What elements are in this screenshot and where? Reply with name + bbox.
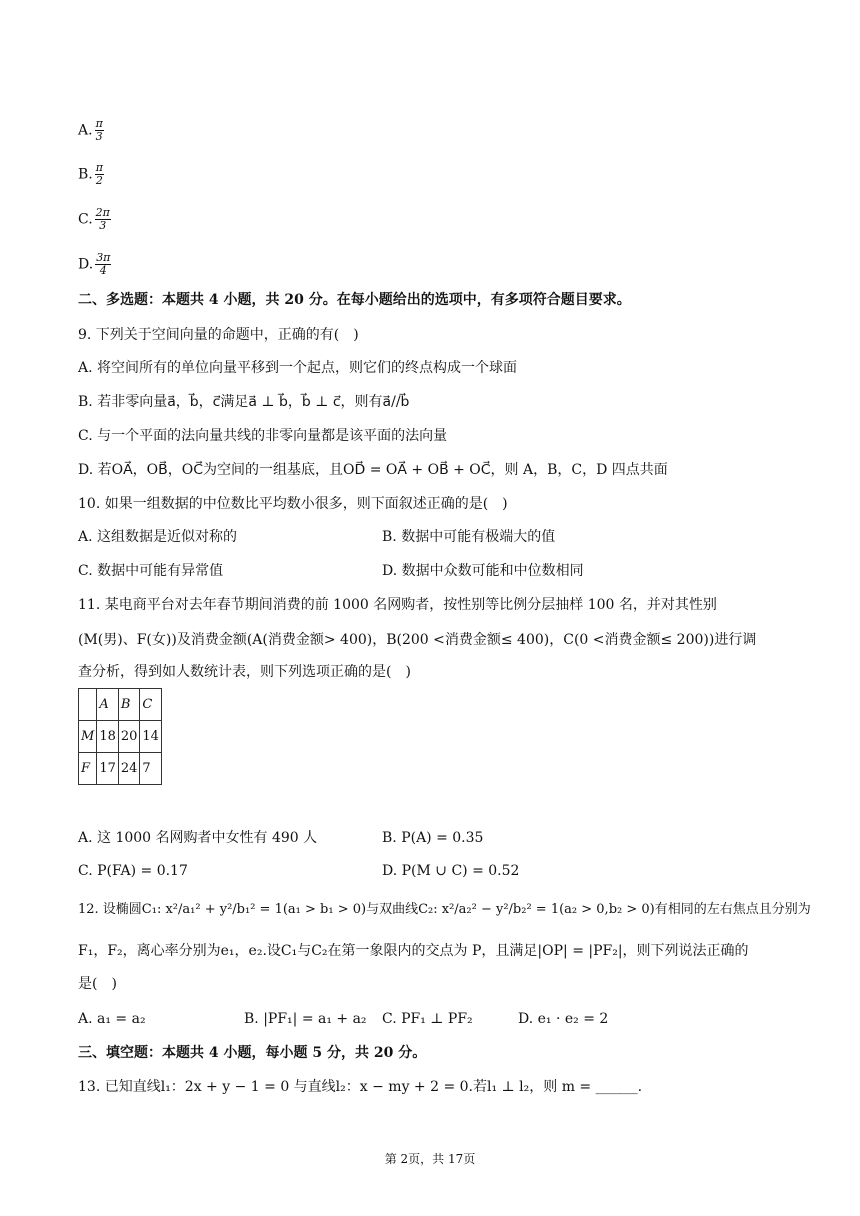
table-row — [79, 753, 162, 785]
q13-stem: 13. 已知直线l₁：2x + y − 1 = 0 与直线l₂：x − my + 2 = 0.若l₁ ⊥ l₂，则 m = ______. — [78, 1079, 643, 1095]
fraction — [95, 118, 104, 143]
q12-stem-line3: 是( ) — [78, 976, 117, 992]
q10-option-c: C. 数据中可能有异常值 — [78, 563, 224, 579]
table-row — [79, 721, 162, 753]
q9-option-d: D. 若OA⃗，OB⃗，OC⃗为空间的一组基底，且OD⃗ = OA⃗ + OB⃗ + OC⃗，则 A，B，C，D 四点共面 — [78, 462, 668, 478]
option-label: C. — [78, 211, 93, 228]
table-cell: 14 — [140, 721, 162, 753]
table-cell: 24 — [118, 753, 140, 785]
fraction-num: π — [95, 117, 103, 130]
table-cell: A — [97, 689, 119, 721]
q12-option-c: C. PF₁ ⊥ PF₂ — [382, 1011, 473, 1027]
q11-stem-line3: 查分析，得到如人数统计表，则下列选项正确的是( ) — [78, 664, 411, 680]
table-cell: C — [140, 689, 162, 721]
option-label: D. — [78, 256, 94, 273]
fraction-num: π — [95, 161, 103, 174]
q8-option-c — [78, 207, 111, 232]
option-label: B. — [78, 166, 93, 183]
section2-header: 二、多选题：本题共 4 小题，共 20 分。在每小题给出的选项中，有多项符合题目要求。 — [78, 292, 631, 308]
q10-option-d: D. 数据中众数可能和中位数相同 — [382, 563, 584, 579]
q9-stem: 9. 下列关于空间向量的命题中，正确的有( ) — [78, 327, 359, 343]
fraction — [95, 207, 111, 232]
q11-stem-line2: (M(男)、F(女))及消费金额(A(消费金额> 400)，B(200 <消费金额≤ 400)，C(0 <消费金额≤ 200))进行调 — [78, 632, 757, 648]
q11-stat-table — [78, 688, 162, 785]
q11-stem-line1: 11. 某电商平台对去年春节期间消费的前 1000 名网购者，按性别等比例分层抽样 100 名，并对其性别 — [78, 597, 717, 613]
fraction — [95, 252, 111, 277]
q12-option-b: B. |PF₁| = a₁ + a₂ — [244, 1011, 367, 1027]
q10-option-a: A. 这组数据是近似对称的 — [78, 529, 238, 545]
q12-option-d: D. e₁ · e₂ = 2 — [518, 1011, 609, 1027]
q8-option-b — [78, 162, 104, 187]
table-cell: 17 — [97, 753, 119, 785]
q11-option-d: D. P(M ∪ C) = 0.52 — [382, 863, 520, 879]
table-cell: 20 — [118, 721, 140, 753]
q8-option-d — [78, 252, 111, 277]
fraction-den: 3 — [95, 130, 103, 143]
table-cell: B — [118, 689, 140, 721]
q9-option-a: A. 将空间所有的单位向量平移到一个起点，则它们的终点构成一个球面 — [78, 360, 518, 376]
q9-option-c: C. 与一个平面的法向量共线的非零向量都是该平面的法向量 — [78, 428, 448, 444]
fraction-num: 3π — [96, 251, 111, 264]
table-cell: 7 — [140, 753, 162, 785]
q12-stem-line2: F₁，F₂，离心率分别为e₁，e₂.设C₁与C₂在第一象限内的交点为 P，且满足|OP| = |PF₂|，则下列说法正确的 — [78, 943, 749, 959]
q10-option-b: B. 数据中可能有极端大的值 — [382, 529, 556, 545]
table-cell: F — [79, 753, 97, 785]
fraction-den: 2 — [95, 174, 103, 187]
option-label: A. — [78, 122, 93, 139]
q10-stem: 10. 如果一组数据的中位数比平均数小很多，则下面叙述正确的是( ) — [78, 496, 508, 512]
fraction-num: 2π — [95, 206, 110, 219]
q8-option-a — [78, 118, 104, 143]
q9-option-b: B. 若非零向量a⃗，b⃗，c⃗满足a⃗ ⊥ b⃗，b⃗ ⊥ c⃗，则有a⃗//b⃗ — [78, 394, 410, 410]
table-cell — [79, 689, 97, 721]
table-cell: M — [79, 721, 97, 753]
q12-stem-line1: 12. 设椭圆C₁: x²/a₁² + y²/b₁² = 1(a₁ > b₁ > 0)与双曲线C₂: x²/a₂² − y²/b₂² = 1(a₂ > 0,b₂ > 0)有相同的左右焦点且分别为 — [78, 902, 811, 917]
table-row — [79, 689, 162, 721]
fraction-den: 3 — [99, 219, 107, 232]
q12-option-a: A. a₁ = a₂ — [78, 1011, 146, 1027]
section3-header: 三、填空题：本题共 4 小题，每小题 5 分，共 20 分。 — [78, 1045, 427, 1061]
q11-option-b: B. P(A) = 0.35 — [382, 830, 484, 846]
page-footer: 第 2页，共 17页 — [384, 1152, 476, 1166]
q11-option-a: A. 这 1000 名网购者中女性有 490 人 — [78, 830, 318, 846]
fraction — [95, 162, 104, 187]
q11-option-c: C. P(FA) = 0.17 — [78, 863, 188, 879]
fraction-den: 4 — [99, 264, 107, 277]
table-cell: 18 — [97, 721, 119, 753]
